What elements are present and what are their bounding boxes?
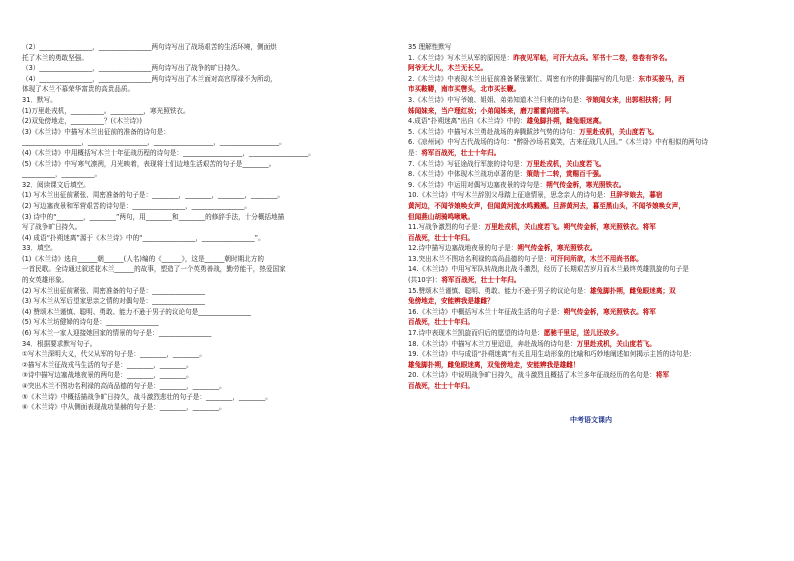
prompt-text: 18.《木兰诗》中描写木兰万里迢迢，奔赴战场的诗句是： [408, 339, 577, 348]
question-line: ⑤《木兰诗》中概括描战争旷日持久，战斗激烈悲壮的句子是：________，________。 [22, 392, 272, 401]
answer-line [408, 339, 774, 350]
answer-text: 爷娘闻女来，出郭相扶将；阿 [585, 95, 672, 104]
answer-line [408, 53, 774, 64]
prompt-text: 13.突出木兰不图功名利禄的高尚品德的句子是： [408, 254, 551, 263]
answer-text: 东市买骏马，西 [638, 74, 685, 83]
answer-line [408, 148, 774, 159]
answer-line [408, 84, 774, 95]
answer-line [408, 127, 774, 138]
answer-text: 兔傍地走，安能辨我是雄雌？ [408, 297, 494, 306]
prompt-text: 7.《木兰诗》写征途战行军旅的诗句是： [408, 159, 527, 168]
answer-line [408, 190, 774, 201]
answer-line [408, 243, 774, 254]
answer-line [408, 137, 774, 148]
answer-line [408, 201, 774, 212]
answer-text: 朔气传金柝，寒光照铁衣。 [517, 244, 597, 253]
prompt-text: 9.《木兰诗》中运用对偶写边塞夜景的诗句是： [408, 180, 547, 189]
answer-line [408, 212, 774, 223]
answer-line [408, 360, 774, 371]
answer-text: 将军 [655, 371, 670, 380]
answer-line [408, 233, 774, 244]
answer-text: 百战死，壮士十年归。 [408, 382, 474, 390]
question-line: （3）________________，________________两句诗写出了战争的旷日持久。 [22, 64, 244, 73]
prompt-text: 是： [408, 148, 422, 157]
answer-line [408, 328, 774, 339]
answer-text: 雄兔脚扑朔，雌兔眼迷离。 [526, 117, 606, 126]
answer-line [408, 370, 774, 381]
question-line: ③诗中描写边塞战地夜景的两句是：________，________。 [22, 371, 193, 380]
question-line: ⑥《木兰诗》中从侧面表现战功显赫的句子是：________，________。 [22, 403, 226, 412]
question-line: (2)双兔傍地走，__________？(《木兰诗》) [22, 117, 142, 126]
prompt-text: (共10字)： [408, 276, 442, 285]
answer-text: 昨夜见军帖，可汗大点兵。军书十二卷，卷卷有爷名。 [513, 53, 672, 62]
footer-label: 中考语文课内 [570, 416, 612, 424]
prompt-text: 2.《木兰诗》中表现木兰出征前准备紧张繁忙、周密有序的排偶描写的几句是： [408, 74, 639, 83]
question-line: （2）________________，________________两句诗写出了战场艰苦的生活环境，侧面烘 [22, 43, 277, 51]
answer-text: 朔气传金柝，寒光照铁衣。 [546, 180, 626, 189]
answer-line [408, 95, 774, 106]
answer-text: 百战死，壮士十年归。 [408, 233, 474, 242]
left-column [22, 42, 390, 413]
answer-text: 但闻燕山胡骑鸣啾啾。 [408, 212, 474, 221]
question-line: ②描写木兰征战戎马生活的句子是：________，________。 [22, 360, 193, 369]
prompt-text: 10.《木兰诗》中写木兰辞别父母踏上征途情景，思念亲人的诗句是： [408, 191, 610, 200]
answer-text: 百战死，壮士十年归。 [408, 318, 474, 327]
prompt-text: 19.《木兰诗》中与成语“扑朔迷离”有关且用生动形象的比喻和巧妙地阐述如何揭示主旨的诗句是： [408, 350, 696, 359]
answer-line [408, 169, 774, 180]
question-line: 32．阅读课文后填空。 [22, 180, 90, 189]
answer-line [408, 106, 774, 117]
question-line: 一首民歌。全诗通过叙述花木兰______的故事，塑造了一个英勇善战，勤劳能干，热爱国家 [22, 265, 286, 274]
answer-text: 阿爷无大儿，木兰无长兄。 [408, 64, 488, 73]
section-heading [408, 42, 774, 53]
question-line: ①写木兰深明大义，代父从军的句子是：________，________。 [22, 350, 206, 359]
prompt-text: 17.诗中表现木兰凯旋而归后的愿望的诗句是： [408, 329, 544, 338]
answer-text: 黄河边，不闻爷娘唤女声，但闻黄河流水鸣溅溅。旦辞黄河去，暮至黑山头，不闻爷娘唤女声， [408, 201, 685, 210]
question-line: (5)《木兰诗》中写寒气凛冽，月光映着，表现将士们边地生活艰苦的句子是________。 [22, 159, 276, 168]
question-line: 写了战争旷日持久。 [22, 223, 82, 232]
question-line: (2) 写木兰出征前紧张、周密准备的句子是：________________ [22, 286, 205, 295]
answer-text: 将军百战死，壮士十年归。 [441, 276, 521, 285]
answer-line [408, 307, 774, 318]
answer-line [408, 159, 774, 170]
answer-line [408, 317, 774, 328]
question-line: (4) 赞颂木兰谨慎、聪明、勇敢、能力不逊于男子的议论句是________________ [22, 307, 252, 316]
prompt-text: 20.《木兰诗》中说明战争旷日持久，战斗激烈且概括了木兰多年征战经历的名句是： [408, 371, 656, 380]
question-line: 体现了木兰不慕荣华富贵的高贵品质。 [22, 85, 135, 94]
question-line: (1) 写木兰出征前紧张、周密准备的句子是：________，________，________，________。 [22, 191, 284, 200]
question-line: 的女英雄形象。 [22, 276, 69, 285]
question-line: ④突出木兰不图功名利禄的高尚品德的句子是：________，________。 [22, 382, 226, 390]
question-line: (3) 写木兰从军后望家思亲之情的对偶句是：________________ [22, 297, 205, 306]
answer-text: 将军百战死，壮士十年归。 [421, 148, 501, 157]
answer-line [408, 381, 774, 392]
answer-line [408, 63, 774, 74]
question-line: 31．默写。 [22, 95, 57, 104]
question-line: （4）________________，________________两句诗写出了木兰面对高官厚禄不为所动， [22, 74, 277, 83]
prompt-text: 35 理解性默写 [408, 43, 452, 51]
answer-text: 旦辞爷娘去，暮宿 [609, 191, 663, 200]
prompt-text: 12.诗中描写边塞战地夜景的句子是： [408, 244, 518, 253]
answer-text: 万里赴戎机，关山度若飞。 [576, 339, 656, 348]
answer-line [408, 180, 774, 191]
answer-line [408, 116, 774, 127]
answer-line [408, 264, 774, 275]
answer-text: 万里赴戎机，关山度若飞。朔气传金柝，寒光照铁衣。将军 [484, 223, 656, 232]
question-line: 托了木兰的勇敢坚强。 [22, 53, 88, 62]
question-line: (6) 写木兰一家人迎接她回家的情景的句子是：________________ [22, 329, 212, 338]
answer-text: 策勋十二转，赏赐百千强。 [526, 170, 606, 179]
answer-text: 万里赴戎机，关山度若飞。 [579, 127, 659, 136]
answer-text: 可汗问所欲，木兰不用尚书郎。 [550, 254, 643, 263]
answer-line [408, 296, 774, 307]
answer-text: 市买鞍鞯，南市买辔头，北市买长鞭。 [408, 85, 521, 94]
answer-line [408, 254, 774, 265]
prompt-text: 15.赞颂木兰谨慎、聪明、勇敢、能力不逊于男子的议论句是： [408, 286, 590, 295]
prompt-text: 4.成语“扑朔迷离”出自《木兰诗》中的： [408, 117, 527, 126]
question-line: __________，__________。 [22, 170, 102, 179]
question-line: (1)《木兰诗》选自______朝______(人名)编的《______》，这是______朝时期北方的 [22, 254, 264, 263]
answer-text: 雄兔脚扑朔，雌兔眼迷离；双 [589, 286, 676, 295]
prompt-text: 3.《木兰诗》中写爷娘、姐姐、弟弟知道木兰归来的诗句是： [408, 95, 586, 104]
prompt-text: 6.《凉州词》中写古代战场的诗句：“醉卧沙场君莫笑，古来征战几人回。”《木兰诗》中有相似的两句诗 [408, 138, 708, 147]
answer-line [408, 275, 774, 286]
answer-line [408, 74, 774, 85]
question-line: (4) 成语“扑朔迷离”源于《木兰诗》中的“________________，________________”。 [22, 233, 265, 242]
question-line: (1)万里赴戎机，__________。__________，寒光照铁衣。 [22, 106, 190, 115]
answer-text: 万里赴戎机，关山度若飞。 [526, 159, 606, 168]
question-line: (5) 写木兰坊健婦的诗句是：________________ [22, 318, 159, 327]
prompt-text: 16.《木兰诗》中概括写木兰十年征战生活的句子是： [408, 307, 564, 316]
right-column [408, 42, 774, 392]
answer-line [408, 349, 774, 360]
answer-text: 雄兔脚扑朔，雌兔眼迷离，双兔傍地走，安能辨我是雄雌！ [408, 360, 580, 369]
question-line: (2) 写边塞夜景和军营艰苦的诗句是：________________，________________。 [22, 201, 252, 210]
answer-line [408, 286, 774, 297]
answer-line [408, 222, 774, 233]
question-line: (4)《木兰诗》中用概括写木兰十年征战历程的诗句是：__________________，__________________。 [22, 148, 315, 157]
question-line: (3) 诗中的“________，________”两句，用________和________的修辞手法，十分概括地描 [22, 212, 285, 221]
prompt-text: 11.写战争激烈的句子是： [408, 223, 485, 232]
question-line: 33．填空。 [22, 244, 57, 253]
question-line: __________________，__________________，__________________，__________________。 [22, 138, 286, 147]
answer-text: 愿驰千里足，送儿还故乡。 [543, 329, 623, 338]
prompt-text: 8.《木兰诗》中体现木兰战功卓著的是： [408, 170, 527, 179]
answer-text: 姊闻妹来，当户理红妆；小弟闻姊来，磨刀霍霍向猪羊。 [408, 106, 573, 115]
prompt-text: 14.《木兰诗》中用写军队转战南北战斗激烈，经历了长期艰苦岁月而木兰最终英雄凯旋的句子是 [408, 265, 689, 274]
prompt-text: 5.《木兰诗》中描写木兰勇赴战场的奔腾跋涉气势的诗句： [408, 127, 580, 136]
prompt-text: 1.《木兰诗》写木兰从军的原因是： [408, 53, 514, 62]
question-line: 34．根据要求默写句子。 [22, 339, 97, 348]
question-line: (3)《木兰诗》中描写木兰出征前的准备的诗句是： [22, 127, 170, 136]
answer-text: 朔气传金柝，寒光照铁衣。将军 [563, 307, 656, 316]
